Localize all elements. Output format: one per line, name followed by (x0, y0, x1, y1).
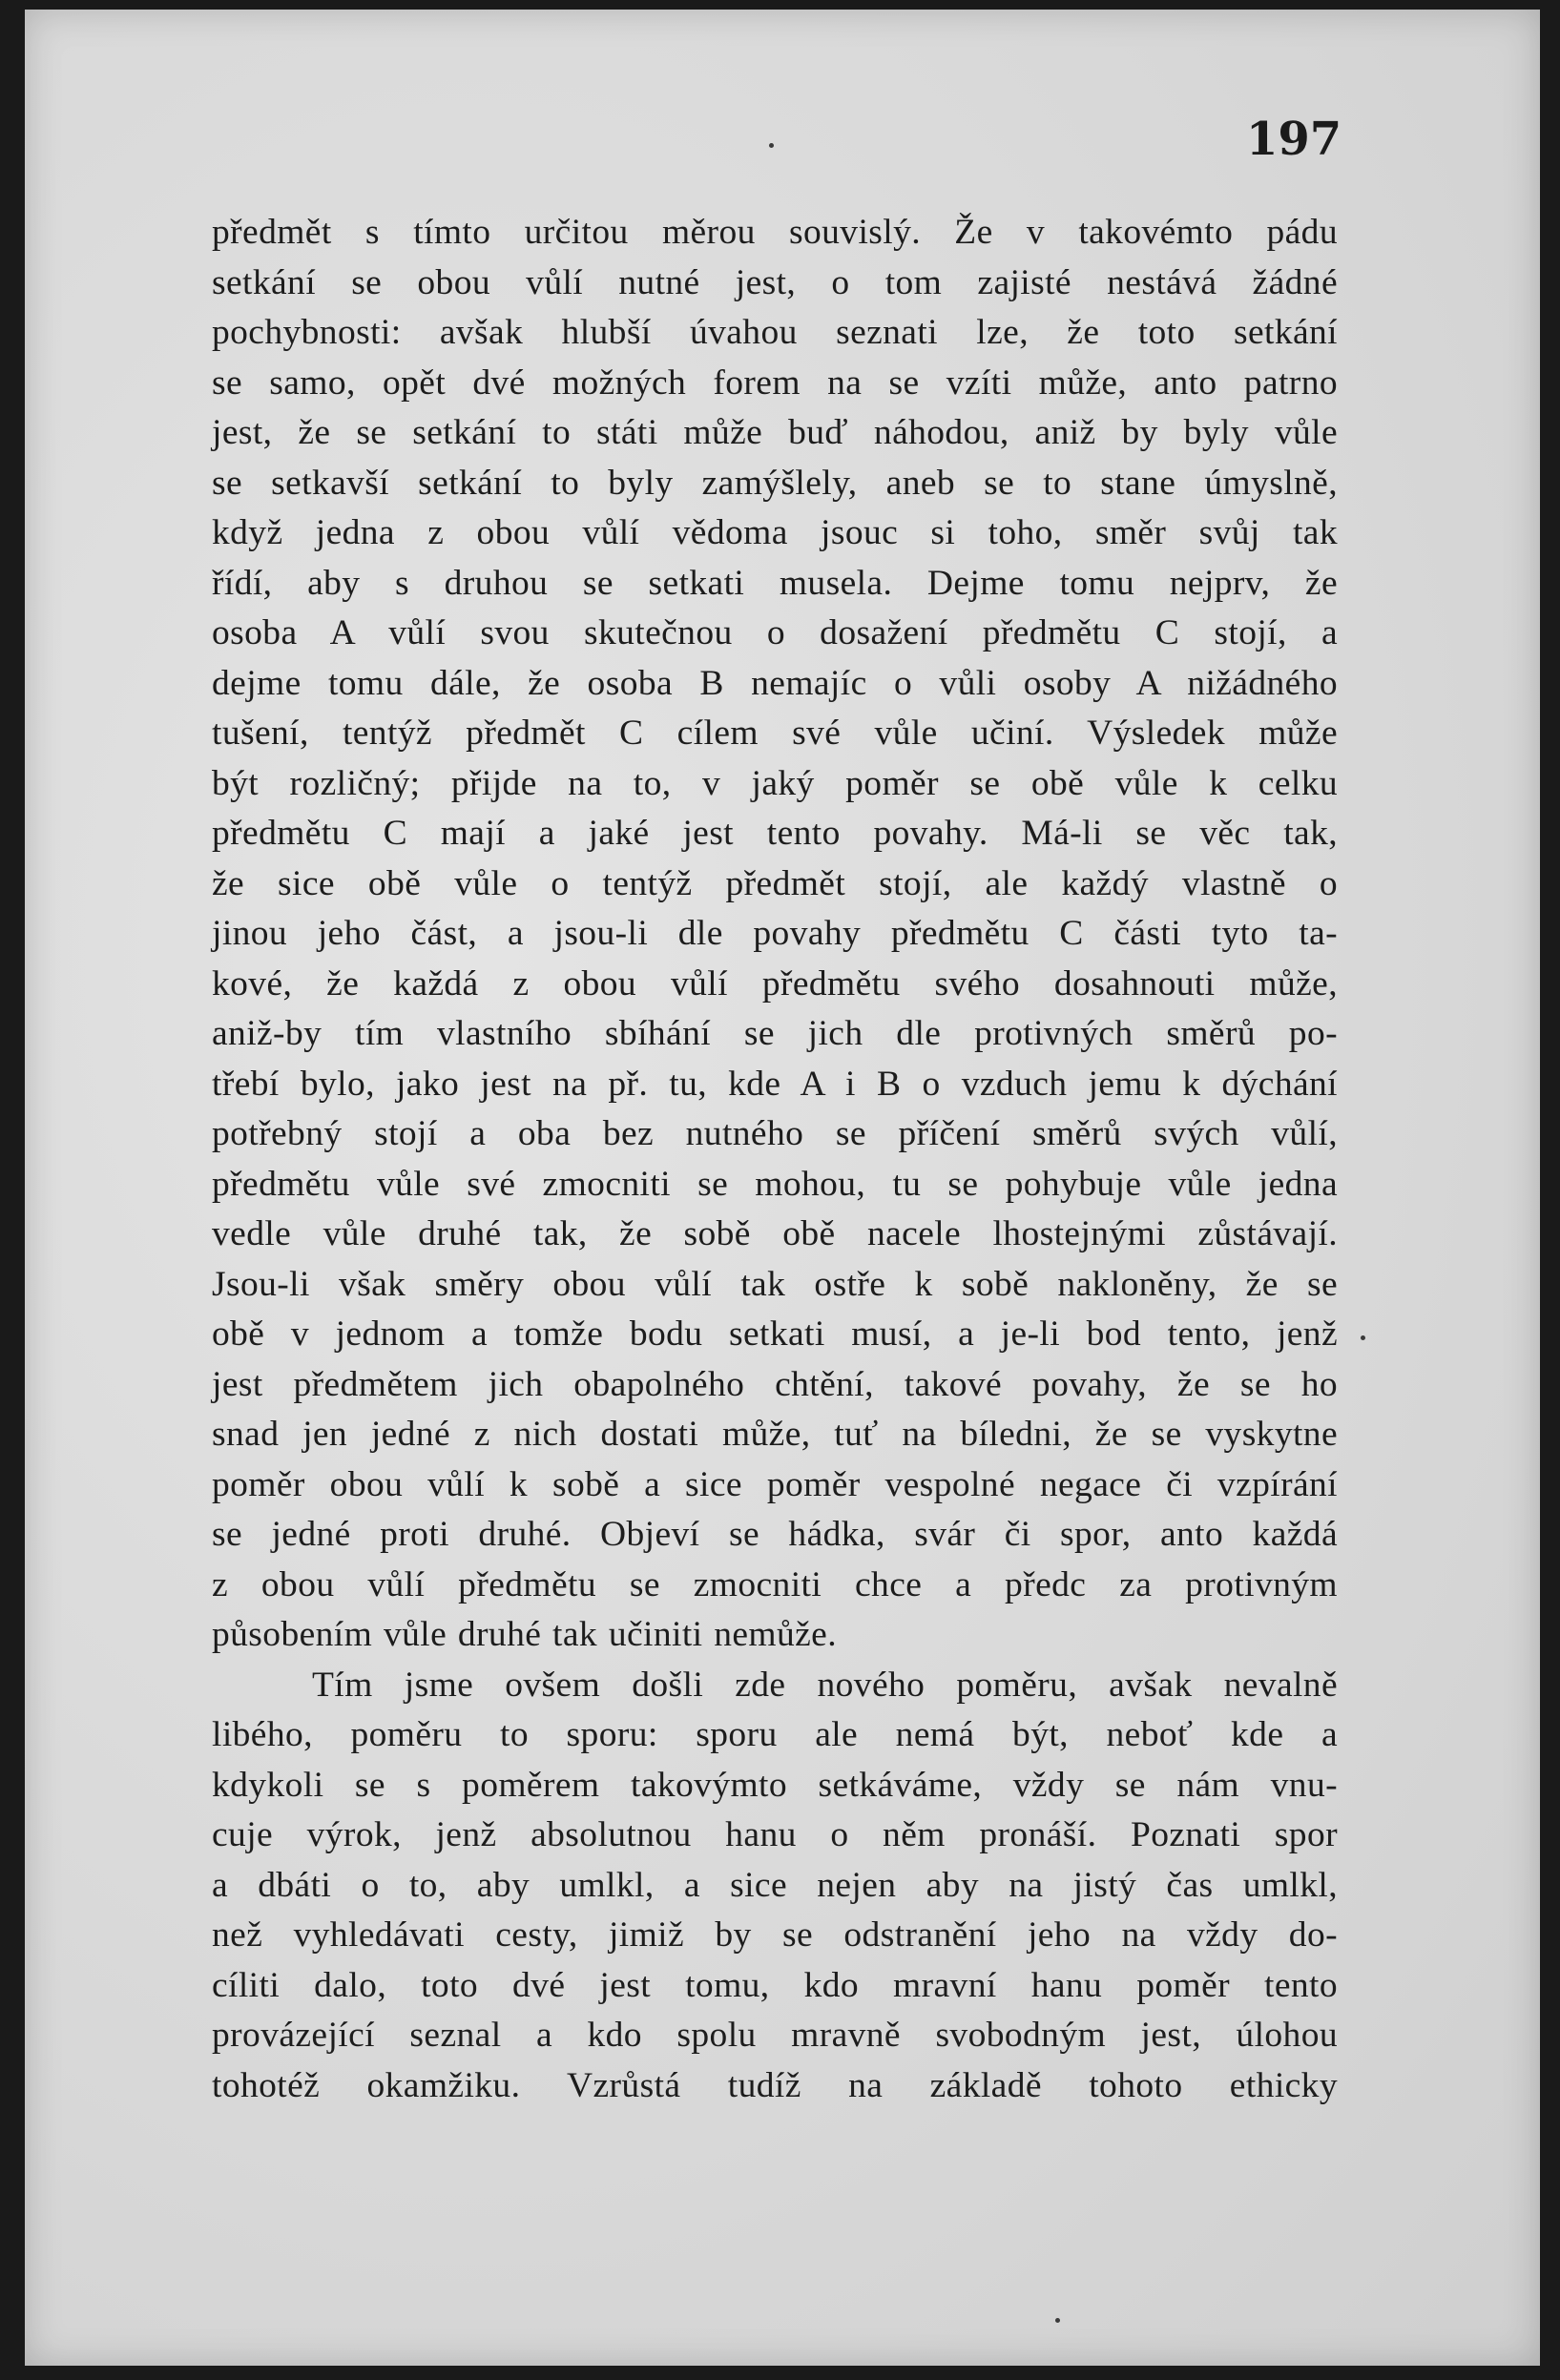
text-line: osoba A vůlí svou skutečnou o dosažení předmětu C stojí, a (212, 613, 1338, 652)
text-line: provázející seznal a kdo spolu mravně svobodným jest, úlohou (212, 2016, 1338, 2055)
text-line: se setkavší setkání to byly zamýšlely, aneb se to stane úmyslně, (212, 463, 1338, 503)
text-line: setkání se obou vůlí nutné jest, o tom zajisté nestává žádné (212, 262, 1338, 302)
text-line: poměr obou vůlí k sobě a sice poměr vespolné negace či vzpírání (212, 1464, 1338, 1504)
text-line: že sice obě vůle o tentýž předmět stojí, ale každý vlastně o (212, 863, 1338, 903)
text-line: potřebný stojí a oba bez nutného se příčení směrů svých vůlí, (212, 1114, 1338, 1153)
paragraph-2 (212, 1661, 1338, 2112)
text-line: se samo, opět dvé možných forem na se vzíti může, anto patrno (212, 362, 1338, 403)
text-line: než vyhledávati cesty, jimiž by se odstranění jeho na vždy do- (212, 1915, 1338, 1955)
ink-speck (1055, 2318, 1060, 2323)
text-line: jest, že se setkání to státi může buď náhodou, aniž by byly vůle (212, 413, 1338, 452)
text-line: a dbáti o to, aby umlkl, a sice nejen aby na jistý čas umlkl, (212, 1865, 1338, 1905)
text-line: Jsou-li však směry obou vůlí tak ostře k sobě nakloněny, že se (212, 1264, 1338, 1304)
text-line: být rozličný; přijde na to, v jaký poměr se obě vůle k celku (212, 763, 1338, 803)
text-line: když jedna z obou vůlí vědoma jsouc si toho, směr svůj tak (212, 513, 1338, 552)
text-line: se jedné proti druhé. Objeví se hádka, svár či spor, anto každá (212, 1515, 1338, 1554)
text-line: cíliti dalo, toto dvé jest tomu, kdo mravní hanu poměr tento (212, 1965, 1338, 2005)
text-line: pochybnosti: avšak hlubší úvahou seznati lze, že toto setkání (212, 313, 1338, 352)
book-page (25, 10, 1540, 2366)
text-line: Tím jsme ovšem došli zde nového poměru, avšak nevalně (312, 1665, 1338, 1705)
text-line: cuje výrok, jenž absolutnou hanu o něm pronáší. Poznati spor (212, 1815, 1338, 1854)
text-line: předmětu C mají a jaké jest tento povahy. Má-li se věc tak, (212, 814, 1338, 853)
text-line: kové, že každá z obou vůlí předmětu svého dosahnouti může, (212, 963, 1338, 1004)
text-line: předmět s tímto určitou měrou souvislý. Že v takovémto pádu (212, 213, 1338, 252)
body-text (212, 208, 1338, 2111)
page-number: 197 (1246, 113, 1342, 166)
text-line: dejme tomu dále, že osoba B nemajíc o vůli osoby A nižádného (212, 663, 1338, 703)
text-line: libého, poměru to sporu: sporu ale nemá být, neboť kde a (212, 1715, 1338, 1754)
text-line: jinou jeho část, a jsou-li dle povahy předmětu C části tyto ta- (212, 914, 1338, 953)
text-line: třebí bylo, jako jest na př. tu, kde A i B o vzduch jemu k dýchání (212, 1064, 1338, 1104)
ink-speck (1361, 1335, 1365, 1340)
text-line: vedle vůle druhé tak, že sobě obě nacele lhostejnými zůstávají. (212, 1214, 1338, 1253)
paragraph-1 (212, 208, 1338, 1661)
text-line: působením vůle druhé tak učiniti nemůže. (212, 1615, 838, 1654)
text-line: jest předmětem jich obapolného chtění, takové povahy, že se ho (212, 1364, 1338, 1404)
text-line: aniž-by tím vlastního sbíhání se jich dle protivných směrů po- (212, 1014, 1338, 1053)
ink-speck (769, 143, 774, 148)
text-line: tohotéž okamžiku. Vzrůstá tudíž na základě tohoto ethicky (212, 2065, 1338, 2105)
text-line: snad jen jedné z nich dostati může, tuť na bíledni, že se vyskytne (212, 1415, 1338, 1454)
text-line: tušení, tentýž předmět C cílem své vůle učiní. Výsledek může (212, 714, 1338, 753)
text-line: řídí, aby s druhou se setkati musela. Dejme tomu nejprv, že (212, 563, 1338, 603)
text-line: kdykoli se s poměrem takovýmto setkáváme, vždy se nám vnu- (212, 1765, 1338, 1805)
text-line: předmětu vůle své zmocniti se mohou, tu se pohybuje vůle jedna (212, 1164, 1338, 1204)
text-line: z obou vůlí předmětu se zmocniti chce a předc za protivným (212, 1564, 1338, 1604)
text-line: obě v jednom a tomže bodu setkati musí, a je-li bod tento, jenž (212, 1314, 1338, 1354)
